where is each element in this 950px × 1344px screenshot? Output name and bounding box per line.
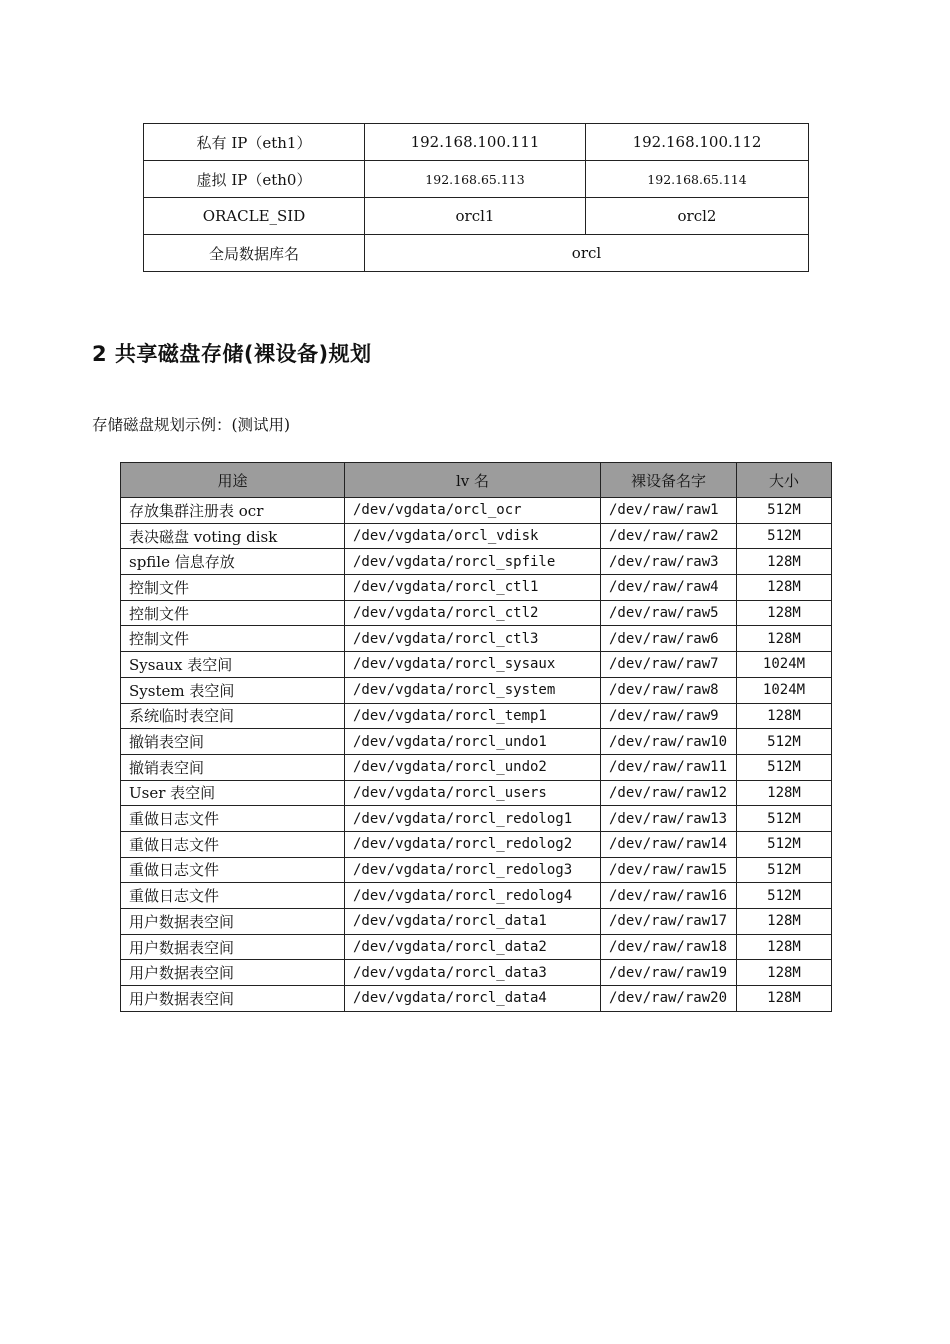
lv-name-cell: /dev/vgdata/rorcl_users	[345, 780, 601, 806]
usage-cell: User 表空间	[121, 780, 345, 806]
table-row	[121, 703, 832, 729]
size-cell: 512M	[737, 498, 832, 524]
size-cell: 512M	[737, 754, 832, 780]
row-label: 虚拟 IP（eth0）	[144, 161, 365, 198]
usage-cell: 重做日志文件	[121, 857, 345, 883]
network-config-table	[143, 123, 809, 272]
node2-value: 192.168.100.112	[586, 124, 809, 161]
lv-name-cell: /dev/vgdata/rorcl_data2	[345, 934, 601, 960]
table-row	[121, 883, 832, 909]
size-cell: 128M	[737, 600, 832, 626]
raw-device-cell: /dev/raw/raw19	[601, 960, 737, 986]
lv-name-cell: /dev/vgdata/rorcl_redolog3	[345, 857, 601, 883]
size-cell: 128M	[737, 780, 832, 806]
size-cell: 1024M	[737, 652, 832, 678]
node1-value: 192.168.100.111	[365, 124, 586, 161]
size-cell: 512M	[737, 806, 832, 832]
size-cell: 512M	[737, 729, 832, 755]
storage-table-body	[121, 498, 832, 1012]
table-row	[121, 626, 832, 652]
raw-device-cell: /dev/raw/raw17	[601, 909, 737, 935]
table-row	[121, 729, 832, 755]
usage-cell: 重做日志文件	[121, 883, 345, 909]
table-row	[121, 498, 832, 524]
size-cell: 128M	[737, 549, 832, 575]
example-caption: 存储磁盘规划示例：(测试用)	[92, 416, 291, 434]
usage-cell: 系统临时表空间	[121, 703, 345, 729]
raw-device-cell: /dev/raw/raw5	[601, 600, 737, 626]
table-row	[121, 677, 832, 703]
row-label: ORACLE_SID	[144, 198, 365, 235]
table-row	[121, 549, 832, 575]
raw-device-cell: /dev/raw/raw13	[601, 806, 737, 832]
lv-name-cell: /dev/vgdata/rorcl_redolog1	[345, 806, 601, 832]
size-cell: 128M	[737, 909, 832, 935]
table-row	[121, 600, 832, 626]
size-cell: 128M	[737, 703, 832, 729]
raw-device-cell: /dev/raw/raw10	[601, 729, 737, 755]
lv-name-cell: /dev/vgdata/rorcl_redolog2	[345, 831, 601, 857]
lv-name-cell: /dev/vgdata/orcl_ocr	[345, 498, 601, 524]
usage-cell: 用户数据表空间	[121, 986, 345, 1012]
lv-name-cell: /dev/vgdata/rorcl_data3	[345, 960, 601, 986]
header-raw-device: 裸设备名字	[601, 463, 737, 498]
lv-name-cell: /dev/vgdata/rorcl_temp1	[345, 703, 601, 729]
section-heading: 2 共享磁盘存储(裸设备)规划	[92, 342, 372, 366]
size-cell: 128M	[737, 986, 832, 1012]
size-cell: 128M	[737, 575, 832, 601]
lv-name-cell: /dev/vgdata/rorcl_system	[345, 677, 601, 703]
node1-value: 192.168.65.113	[365, 161, 586, 198]
raw-device-cell: /dev/raw/raw15	[601, 857, 737, 883]
lv-name-cell: /dev/vgdata/rorcl_undo1	[345, 729, 601, 755]
table-row	[144, 198, 809, 235]
table-row	[144, 161, 809, 198]
table-row	[144, 235, 809, 272]
size-cell: 512M	[737, 523, 832, 549]
usage-cell: Sysaux 表空间	[121, 652, 345, 678]
usage-cell: 用户数据表空间	[121, 960, 345, 986]
raw-device-cell: /dev/raw/raw16	[601, 883, 737, 909]
size-cell: 128M	[737, 934, 832, 960]
lv-name-cell: /dev/vgdata/rorcl_spfile	[345, 549, 601, 575]
usage-cell: 撤销表空间	[121, 754, 345, 780]
lv-name-cell: /dev/vgdata/rorcl_ctl1	[345, 575, 601, 601]
node2-value: 192.168.65.114	[586, 161, 809, 198]
size-cell: 512M	[737, 883, 832, 909]
usage-cell: 控制文件	[121, 600, 345, 626]
lv-name-cell: /dev/vgdata/rorcl_data4	[345, 986, 601, 1012]
lv-name-cell: /dev/vgdata/rorcl_data1	[345, 909, 601, 935]
usage-cell: 撤销表空间	[121, 729, 345, 755]
table-row	[144, 124, 809, 161]
size-cell: 512M	[737, 831, 832, 857]
usage-cell: 控制文件	[121, 626, 345, 652]
table-row	[121, 806, 832, 832]
usage-cell: 用户数据表空间	[121, 909, 345, 935]
raw-device-cell: /dev/raw/raw3	[601, 549, 737, 575]
raw-device-cell: /dev/raw/raw6	[601, 626, 737, 652]
node2-value: orcl2	[586, 198, 809, 235]
raw-device-cell: /dev/raw/raw11	[601, 754, 737, 780]
usage-cell: spfile 信息存放	[121, 549, 345, 575]
raw-device-cell: /dev/raw/raw1	[601, 498, 737, 524]
size-cell: 1024M	[737, 677, 832, 703]
node1-value: orcl1	[365, 198, 586, 235]
usage-cell: 控制文件	[121, 575, 345, 601]
size-cell: 512M	[737, 857, 832, 883]
usage-cell: 重做日志文件	[121, 806, 345, 832]
lv-name-cell: /dev/vgdata/rorcl_sysaux	[345, 652, 601, 678]
size-cell: 128M	[737, 960, 832, 986]
usage-cell: 用户数据表空间	[121, 934, 345, 960]
usage-cell: 存放集群注册表 ocr	[121, 498, 345, 524]
raw-device-cell: /dev/raw/raw7	[601, 652, 737, 678]
raw-device-cell: /dev/raw/raw2	[601, 523, 737, 549]
table-header-row	[121, 463, 832, 498]
table-row	[121, 754, 832, 780]
table-row	[121, 652, 832, 678]
table-row	[121, 575, 832, 601]
row-label: 私有 IP（eth1）	[144, 124, 365, 161]
lv-name-cell: /dev/vgdata/orcl_vdisk	[345, 523, 601, 549]
table-row	[121, 780, 832, 806]
raw-device-cell: /dev/raw/raw14	[601, 831, 737, 857]
lv-name-cell: /dev/vgdata/rorcl_ctl3	[345, 626, 601, 652]
storage-plan-table	[120, 462, 832, 1012]
raw-device-cell: /dev/raw/raw9	[601, 703, 737, 729]
lv-name-cell: /dev/vgdata/rorcl_redolog4	[345, 883, 601, 909]
raw-device-cell: /dev/raw/raw18	[601, 934, 737, 960]
raw-device-cell: /dev/raw/raw20	[601, 986, 737, 1012]
usage-cell: 表决磁盘 voting disk	[121, 523, 345, 549]
lv-name-cell: /dev/vgdata/rorcl_undo2	[345, 754, 601, 780]
table-row	[121, 831, 832, 857]
raw-device-cell: /dev/raw/raw12	[601, 780, 737, 806]
header-lv-name: lv 名	[345, 463, 601, 498]
usage-cell: 重做日志文件	[121, 831, 345, 857]
header-size: 大小	[737, 463, 832, 498]
row-label: 全局数据库名	[144, 235, 365, 272]
table-row	[121, 909, 832, 935]
global-db-value: orcl	[365, 235, 809, 272]
raw-device-cell: /dev/raw/raw4	[601, 575, 737, 601]
size-cell: 128M	[737, 626, 832, 652]
raw-device-cell: /dev/raw/raw8	[601, 677, 737, 703]
table-row	[121, 857, 832, 883]
table-row	[121, 934, 832, 960]
usage-cell: System 表空间	[121, 677, 345, 703]
table-row	[121, 523, 832, 549]
table-row	[121, 960, 832, 986]
table-row	[121, 986, 832, 1012]
header-usage: 用途	[121, 463, 345, 498]
lv-name-cell: /dev/vgdata/rorcl_ctl2	[345, 600, 601, 626]
